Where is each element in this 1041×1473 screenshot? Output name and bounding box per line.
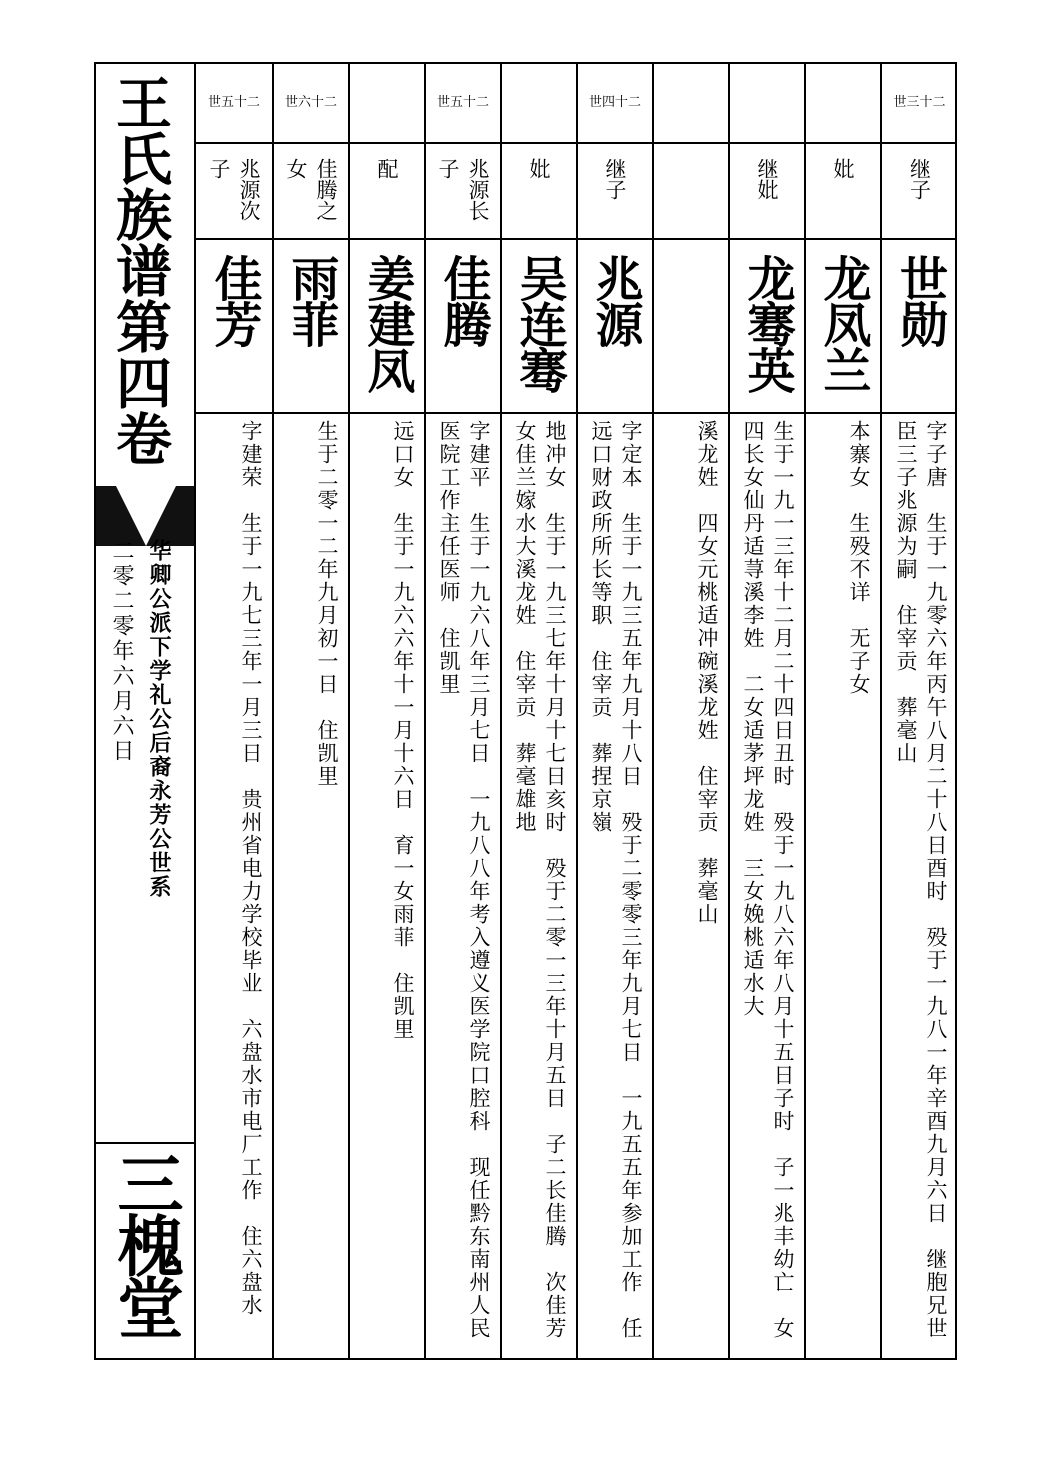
title-panel	[96, 64, 196, 1358]
genealogy-page	[94, 62, 957, 1363]
biography-text: 远口女 生于一九六六年十一月十六日 育一女雨菲 住凯里	[391, 420, 415, 1041]
relation-label: 佳腾之女	[284, 158, 338, 221]
relation-label: 继子	[603, 158, 627, 200]
biography-text: 地冲女 生于一九三七年十月十七日亥时 殁于二零一三年十月五日 子二长佳腾 次佳芳 女佳兰嫁水大溪龙姓 住宰贡 葬毫雄地	[513, 420, 567, 1363]
relation-label: 继子	[907, 158, 932, 200]
person-name: 兆源	[587, 254, 643, 346]
biography-text: 生于二零一二年九月初一日 住凯里	[315, 420, 339, 788]
person-name: 吴连骞	[511, 254, 567, 392]
generation-label: 世六十二	[284, 95, 337, 110]
entry-column	[652, 64, 728, 1358]
entry-column	[196, 64, 272, 1358]
biography-text: 本寨女 生殁不详 无子女	[847, 420, 871, 696]
entry-column	[880, 64, 957, 1358]
entry-column	[272, 64, 348, 1358]
entry-column	[500, 64, 576, 1363]
lineage-subtitle: 华卿公派下学礼公后裔永芳公世系	[146, 539, 172, 899]
book-title: 王氏族谱第四卷	[107, 74, 173, 466]
biography-text: 字建平 生于一九六八年三月七日 一九八八年考入遵义医学院口腔科 现任黔东南州人民医院工作主任医师 住凯里	[437, 420, 491, 1340]
person-name: 姜建凤	[359, 254, 415, 392]
relation-label: 配	[375, 158, 399, 179]
generation-label: 世三十二	[893, 95, 946, 110]
relation-label: 妣	[831, 158, 855, 179]
biography-text: 字定本 生于一九三五年九月十八日 殁于二零零三年九月七日 一九五五年参加工作 任远口财政所所长等职 住宰贡 葬捏京嶺	[589, 420, 643, 1340]
relation-label: 兆源次子	[207, 158, 261, 221]
decorative-band	[96, 486, 194, 546]
person-name: 龙骞英	[739, 254, 795, 392]
entry-column	[576, 64, 652, 1358]
entries-table	[196, 64, 955, 1363]
person-name: 龙凤兰	[815, 254, 871, 392]
biography-text: 生于一九一三年十二月二十四日丑时 殁于一九八六年八月十五日子时 子一兆丰幼亡 女四长女仙丹适荨溪李姓 二女适茅坪龙姓 三女娩桃适水大	[741, 420, 795, 1340]
generation-label: 世四十二	[588, 95, 641, 110]
generation-label: 世五十二	[436, 95, 489, 110]
compile-date: 二零二零年六月六日	[109, 539, 134, 764]
entry-column	[728, 64, 804, 1358]
relation-label: 继妣	[755, 158, 779, 200]
entry-column	[424, 64, 500, 1358]
person-name: 佳芳	[206, 254, 262, 346]
hall-name: 三槐堂	[106, 1150, 184, 1336]
person-name: 雨菲	[283, 254, 339, 346]
person-name: 世勋	[891, 254, 948, 346]
biography-text: 溪龙姓 四女元桃适冲碗溪龙姓 住宰贡 葬毫山	[695, 420, 719, 926]
hall-box	[96, 1142, 194, 1362]
relation-label: 妣	[527, 158, 551, 179]
entry-column	[348, 64, 424, 1358]
person-name: 佳腾	[435, 254, 491, 346]
generation-label: 世五十二	[207, 95, 260, 110]
relation-label: 兆源长子	[436, 158, 490, 221]
biography-text: 字子唐 生于一九零六年丙午八月二十八日酉时 殁于一九八一年辛酉九月六日 继胞兄世臣三子兆源为嗣 住宰贡 葬毫山	[894, 420, 948, 1340]
biography-text: 字建荣 生于一九七三年一月三日 贵州省电力学校毕业 六盘水市电厂工作 住六盘水	[239, 420, 263, 1317]
entry-column	[804, 64, 880, 1358]
